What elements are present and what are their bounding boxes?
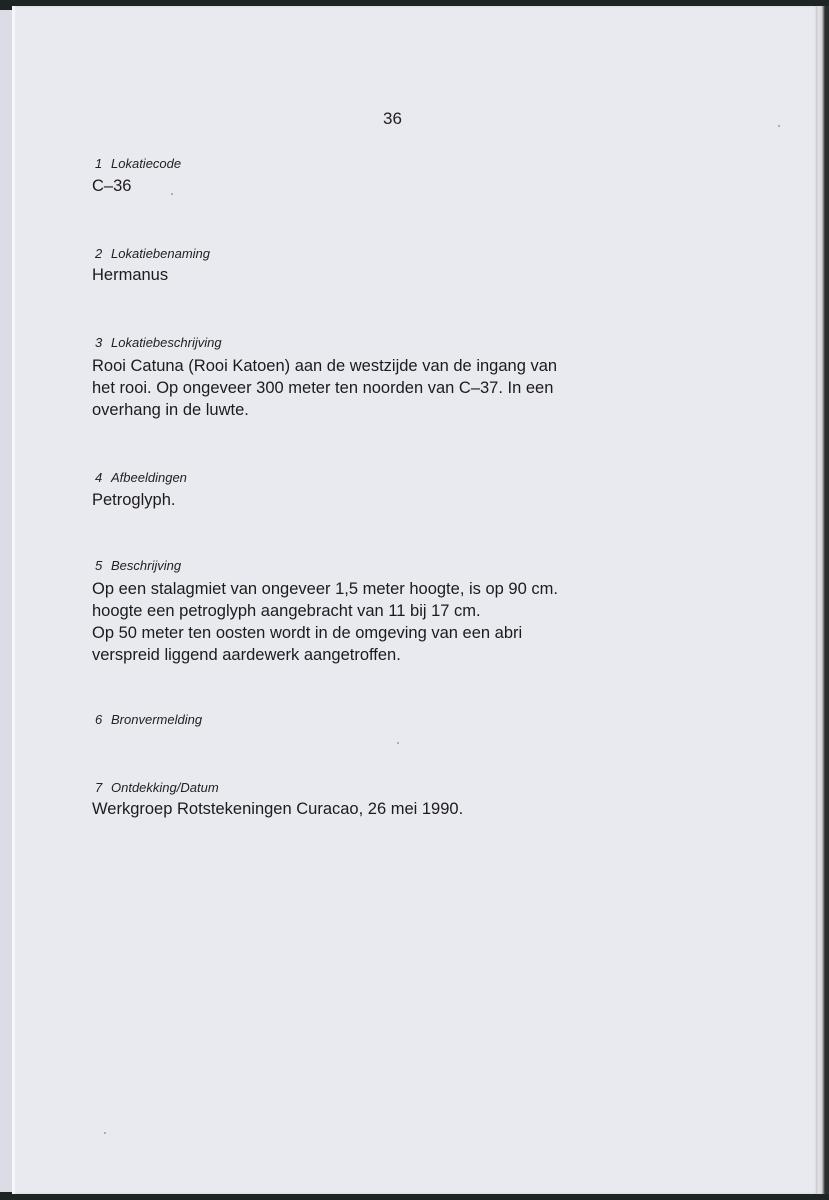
paper-speck	[778, 125, 780, 127]
field-label-lokatiebenaming	[95, 246, 210, 261]
page-right-edge	[816, 6, 829, 1194]
value-line: Petroglyph.	[92, 491, 176, 509]
value-line: het rooi. Op ongeveer 300 meter ten noorden van C–37. In een	[92, 379, 554, 397]
value-line: Werkgroep Rotstekeningen Curacao, 26 mei 1990.	[92, 800, 464, 818]
field-value-lokatiecode	[92, 175, 131, 197]
field-label-text: Lokatiebeschrijving	[111, 335, 222, 350]
paper-speck	[397, 742, 399, 744]
field-number: 6	[95, 712, 103, 727]
field-label-lokatiecode	[95, 156, 181, 171]
field-value-afbeeldingen	[92, 489, 175, 511]
field-value-lokatiebenaming	[92, 264, 168, 286]
value-line: Op 50 meter ten oosten wordt in de omgeving van een abri	[92, 624, 523, 642]
field-value-lokatiebeschrijving	[92, 355, 557, 421]
value-line: hoogte een petroglyph aangebracht van 11 bij 17 cm.	[92, 602, 481, 620]
field-label-beschrijving	[95, 558, 181, 573]
value-line: verspreid liggend aardewerk aangetroffen.	[92, 646, 401, 664]
field-label-text: Lokatiebenaming	[111, 246, 211, 261]
value-line: Rooi Catuna (Rooi Katoen) aan de westzijde van de ingang van	[92, 357, 558, 375]
field-number: 2	[95, 246, 103, 261]
field-label-text: Afbeeldingen	[111, 470, 187, 485]
value-line: Hermanus	[92, 266, 169, 284]
value-line: Op een stalagmiet van ongeveer 1,5 meter hoogte, is op 90 cm.	[92, 580, 558, 598]
field-value-beschrijving	[92, 578, 558, 666]
field-number: 3	[95, 335, 103, 350]
field-number: 1	[95, 156, 103, 171]
field-label-text: Ontdekking/Datum	[111, 780, 219, 795]
field-value-ontdekking-datum	[92, 798, 463, 820]
field-label-bronvermelding	[95, 712, 202, 727]
paper-speck	[104, 1132, 106, 1134]
field-label-lokatiebeschrijving	[95, 335, 222, 350]
value-line: overhang in de luwte.	[92, 401, 249, 419]
field-number: 5	[95, 558, 103, 573]
page-number: 36	[383, 109, 402, 128]
field-label-text: Bronvermelding	[111, 712, 203, 727]
field-number: 4	[95, 470, 103, 485]
field-label-text: Lokatiecode	[111, 156, 182, 171]
field-label-text: Beschrijving	[111, 558, 182, 573]
field-label-afbeeldingen	[95, 470, 187, 485]
field-number: 7	[95, 780, 103, 795]
field-label-ontdekking-datum	[95, 780, 219, 795]
paper-speck	[171, 193, 173, 195]
value-line: C–36	[92, 177, 132, 195]
